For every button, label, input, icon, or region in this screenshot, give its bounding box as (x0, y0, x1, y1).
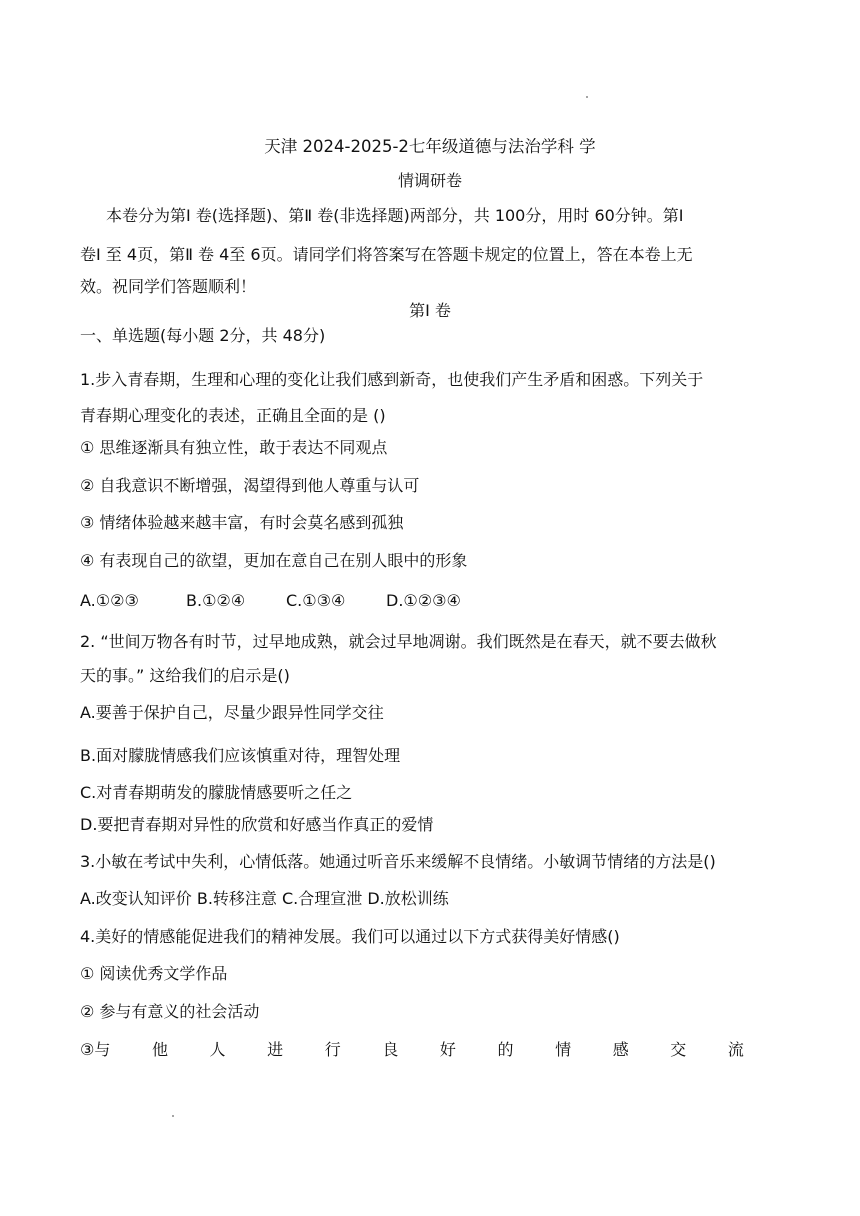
q2-stem-line-1: 2. “世间万物各有时节，过早地成熟，就会过早地凋谢。我们既然是在春天，就不要去做秋 (80, 632, 717, 651)
q4-item-3-char: 良 (382, 1040, 399, 1059)
scan-dot-bottom (172, 1115, 174, 1117)
q4-item-3-char: ③与 (80, 1040, 111, 1059)
q4-item-3-char: 感 (612, 1040, 629, 1059)
q1-item-1: ① 思维逐渐具有独立性，敢于表达不同观点 (80, 438, 388, 457)
q1-option-d: D.①②③④ (386, 591, 461, 610)
q4-item-3-char: 行 (324, 1040, 341, 1059)
intro-line-3: 效。祝同学们答题顺利！ (80, 277, 257, 296)
intro-line-1: 本卷分为第Ⅰ 卷(选择题)、第Ⅱ 卷(非选择题)两部分，共 100分，用时 60分钟。第Ⅰ (106, 206, 684, 225)
q3-stem: 3.小敏在考试中失利，心情低落。她通过听音乐来缓解不良情绪。小敏调节情绪的方法是() (80, 852, 716, 871)
q3-options: A.改变认知评价 B.转移注意 C.合理宣泄 D.放松训练 (80, 889, 449, 908)
q4-item-3 (80, 1039, 744, 1061)
q1-stem-line-1: 1.步入青春期，生理和心理的变化让我们感到新奇，也使我们产生矛盾和困惑。下列关于 (80, 370, 704, 389)
q4-item-2: ② 参与有意义的社会活动 (80, 1002, 260, 1021)
q1-stem-line-2: 青春期心理变化的表述，正确且全面的是 () (80, 406, 386, 425)
q4-item-3-char: 的 (497, 1040, 514, 1059)
q2-stem-line-2: 天的事。” 这给我们的启示是() (80, 666, 290, 685)
q4-item-3-char: 进 (267, 1040, 284, 1059)
q4-item-3-char: 情 (555, 1040, 572, 1059)
scan-dot-top (586, 96, 588, 98)
section-heading: 第Ⅰ 卷 (409, 301, 451, 320)
q2-option-d: D.要把青春期对异性的欣赏和好感当作真正的爱情 (80, 815, 434, 834)
q1-option-c: C.①③④ (286, 591, 346, 610)
q4-stem: 4.美好的情感能促进我们的精神发展。我们可以通过以下方式获得美好情感() (80, 927, 620, 946)
q2-option-c: C.对青春期萌发的朦胧情感要听之任之 (80, 783, 353, 802)
q4-item-3-char: 交 (670, 1040, 687, 1059)
exam-title: 天津 2024-2025-2七年级道德与法治学科 学 (264, 137, 596, 156)
q1-item-2: ② 自我意识不断增强，渴望得到他人尊重与认可 (80, 476, 420, 495)
q4-item-3-char: 他 (151, 1040, 168, 1059)
q2-option-a: A.要善于保护自己，尽量少跟异性同学交往 (80, 703, 384, 722)
q4-item-3-char: 流 (727, 1040, 744, 1059)
q4-item-3-char: 人 (209, 1040, 226, 1059)
q2-option-b: B.面对朦胧情感我们应该慎重对待，理智处理 (80, 746, 401, 765)
q4-item-3-char: 好 (439, 1040, 456, 1059)
q1-option-a: A.①②③ (80, 591, 139, 610)
q4-item-1: ① 阅读优秀文学作品 (80, 964, 228, 983)
intro-line-2: 卷Ⅰ 至 4页，第Ⅱ 卷 4至 6页。请同学们将答案写在答题卡规定的位置上，答在本卷上无 (80, 245, 693, 264)
q1-option-b: B.①②④ (186, 591, 246, 610)
q1-item-3: ③ 情绪体验越来越丰富，有时会莫名感到孤独 (80, 513, 404, 532)
q1-item-4: ④ 有表现自己的欲望，更加在意自己在别人眼中的形象 (80, 551, 468, 570)
part-heading: 一、单选题(每小题 2分，共 48分) (80, 326, 326, 345)
exam-subtitle: 情调研卷 (397, 171, 462, 190)
